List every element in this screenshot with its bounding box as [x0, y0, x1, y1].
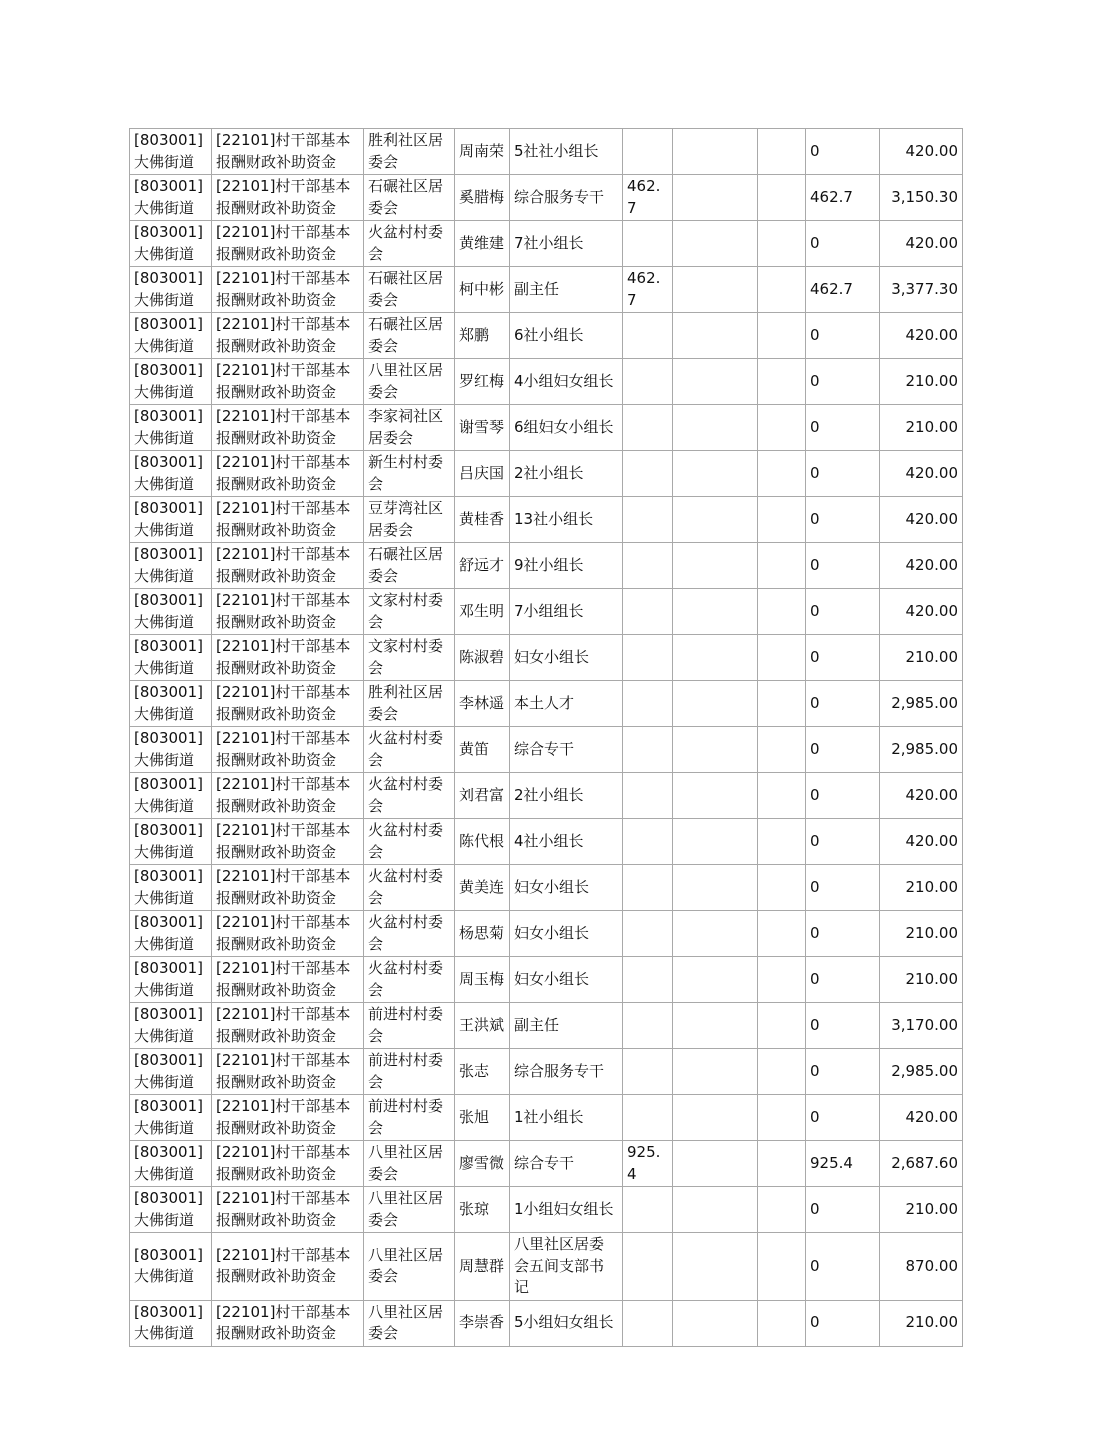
value-2-cell	[673, 1003, 758, 1049]
committee-cell: 胜利社区居委会	[364, 681, 455, 727]
value-1-cell	[623, 451, 673, 497]
value-3-cell	[758, 727, 806, 773]
name-cell: 张琼	[455, 1187, 510, 1233]
value-1-cell	[623, 313, 673, 359]
value-1-cell	[623, 405, 673, 451]
value-3-cell	[758, 911, 806, 957]
role-cell: 妇女小组长	[510, 635, 623, 681]
unit-cell: [803001]大佛街道	[130, 911, 212, 957]
value-4-cell: 0	[806, 451, 880, 497]
value-1-cell	[623, 221, 673, 267]
committee-cell: 八里社区居委会	[364, 1300, 455, 1346]
value-3-cell	[758, 1300, 806, 1346]
committee-cell: 文家村村委会	[364, 589, 455, 635]
fund-cell: [22101]村干部基本报酬财政补助资金	[212, 911, 364, 957]
amount-cell: 420.00	[880, 589, 963, 635]
committee-cell: 前进村村委会	[364, 1003, 455, 1049]
value-4-cell: 0	[806, 1300, 880, 1346]
table-row	[130, 635, 963, 681]
table-row	[130, 1233, 963, 1301]
value-2-cell	[673, 313, 758, 359]
fund-cell: [22101]村干部基本报酬财政补助资金	[212, 1003, 364, 1049]
name-cell: 周玉梅	[455, 957, 510, 1003]
name-cell: 吕庆国	[455, 451, 510, 497]
name-cell: 舒远才	[455, 543, 510, 589]
fund-cell: [22101]村干部基本报酬财政补助资金	[212, 1095, 364, 1141]
name-cell: 张旭	[455, 1095, 510, 1141]
table-row	[130, 773, 963, 819]
unit-cell: [803001]大佛街道	[130, 1141, 212, 1187]
unit-cell: [803001]大佛街道	[130, 1300, 212, 1346]
role-cell: 综合专干	[510, 1141, 623, 1187]
value-1-cell: 462.7	[623, 267, 673, 313]
role-cell: 9社小组长	[510, 543, 623, 589]
committee-cell: 火盆村村委会	[364, 865, 455, 911]
fund-cell: [22101]村干部基本报酬财政补助资金	[212, 267, 364, 313]
value-2-cell	[673, 1095, 758, 1141]
name-cell: 李崇香	[455, 1300, 510, 1346]
fund-cell: [22101]村干部基本报酬财政补助资金	[212, 727, 364, 773]
committee-cell: 石碾社区居委会	[364, 543, 455, 589]
committee-cell: 前进村村委会	[364, 1049, 455, 1095]
value-1-cell	[623, 359, 673, 405]
role-cell: 6组妇女小组长	[510, 405, 623, 451]
table-row	[130, 359, 963, 405]
value-4-cell: 0	[806, 129, 880, 175]
value-4-cell: 0	[806, 681, 880, 727]
table-row	[130, 1095, 963, 1141]
committee-cell: 胜利社区居委会	[364, 129, 455, 175]
committee-cell: 新生村村委会	[364, 451, 455, 497]
value-1-cell	[623, 1049, 673, 1095]
value-3-cell	[758, 957, 806, 1003]
value-3-cell	[758, 1003, 806, 1049]
value-3-cell	[758, 1141, 806, 1187]
value-2-cell	[673, 773, 758, 819]
unit-cell: [803001]大佛街道	[130, 681, 212, 727]
value-1-cell	[623, 773, 673, 819]
value-3-cell	[758, 865, 806, 911]
value-3-cell	[758, 451, 806, 497]
value-3-cell	[758, 267, 806, 313]
value-4-cell: 0	[806, 405, 880, 451]
unit-cell: [803001]大佛街道	[130, 129, 212, 175]
table-row	[130, 957, 963, 1003]
fund-cell: [22101]村干部基本报酬财政补助资金	[212, 681, 364, 727]
role-cell: 妇女小组长	[510, 865, 623, 911]
value-3-cell	[758, 497, 806, 543]
table-row	[130, 313, 963, 359]
amount-cell: 420.00	[880, 129, 963, 175]
value-4-cell: 462.7	[806, 175, 880, 221]
fund-cell: [22101]村干部基本报酬财政补助资金	[212, 129, 364, 175]
role-cell: 2社小组长	[510, 773, 623, 819]
value-1-cell	[623, 911, 673, 957]
value-2-cell	[673, 359, 758, 405]
value-4-cell: 0	[806, 543, 880, 589]
table-body	[130, 129, 963, 1347]
value-3-cell	[758, 175, 806, 221]
value-4-cell: 0	[806, 1095, 880, 1141]
table-row	[130, 267, 963, 313]
amount-cell: 3,377.30	[880, 267, 963, 313]
unit-cell: [803001]大佛街道	[130, 1003, 212, 1049]
unit-cell: [803001]大佛街道	[130, 773, 212, 819]
role-cell: 副主任	[510, 1003, 623, 1049]
value-3-cell	[758, 543, 806, 589]
unit-cell: [803001]大佛街道	[130, 267, 212, 313]
role-cell: 1社小组长	[510, 1095, 623, 1141]
amount-cell: 3,170.00	[880, 1003, 963, 1049]
value-4-cell: 0	[806, 359, 880, 405]
amount-cell: 420.00	[880, 451, 963, 497]
value-1-cell: 925.4	[623, 1141, 673, 1187]
name-cell: 周慧群	[455, 1233, 510, 1301]
committee-cell: 八里社区居委会	[364, 359, 455, 405]
value-2-cell	[673, 451, 758, 497]
table-row	[130, 1187, 963, 1233]
unit-cell: [803001]大佛街道	[130, 1233, 212, 1301]
name-cell: 黄美连	[455, 865, 510, 911]
fund-cell: [22101]村干部基本报酬财政补助资金	[212, 1300, 364, 1346]
unit-cell: [803001]大佛街道	[130, 589, 212, 635]
value-1-cell	[623, 865, 673, 911]
role-cell: 2社小组长	[510, 451, 623, 497]
fund-cell: [22101]村干部基本报酬财政补助资金	[212, 313, 364, 359]
committee-cell: 火盆村村委会	[364, 221, 455, 267]
name-cell: 柯中彬	[455, 267, 510, 313]
fund-cell: [22101]村干部基本报酬财政补助资金	[212, 1141, 364, 1187]
amount-cell: 210.00	[880, 957, 963, 1003]
value-2-cell	[673, 819, 758, 865]
role-cell: 综合服务专干	[510, 175, 623, 221]
value-4-cell: 0	[806, 1003, 880, 1049]
value-4-cell: 0	[806, 497, 880, 543]
value-3-cell	[758, 359, 806, 405]
committee-cell: 火盆村村委会	[364, 727, 455, 773]
value-4-cell: 0	[806, 865, 880, 911]
value-3-cell	[758, 1187, 806, 1233]
committee-cell: 文家村村委会	[364, 635, 455, 681]
value-4-cell: 0	[806, 773, 880, 819]
role-cell: 7社小组长	[510, 221, 623, 267]
value-3-cell	[758, 773, 806, 819]
fund-cell: [22101]村干部基本报酬财政补助资金	[212, 635, 364, 681]
value-3-cell	[758, 1049, 806, 1095]
name-cell: 黄笛	[455, 727, 510, 773]
amount-cell: 420.00	[880, 497, 963, 543]
committee-cell: 豆芽湾社区居委会	[364, 497, 455, 543]
value-3-cell	[758, 1233, 806, 1301]
value-2-cell	[673, 681, 758, 727]
value-2-cell	[673, 1049, 758, 1095]
fund-cell: [22101]村干部基本报酬财政补助资金	[212, 497, 364, 543]
amount-cell: 2,985.00	[880, 681, 963, 727]
committee-cell: 火盆村村委会	[364, 819, 455, 865]
table-row	[130, 405, 963, 451]
value-2-cell	[673, 589, 758, 635]
fund-cell: [22101]村干部基本报酬财政补助资金	[212, 543, 364, 589]
amount-cell: 210.00	[880, 1187, 963, 1233]
value-3-cell	[758, 681, 806, 727]
name-cell: 张志	[455, 1049, 510, 1095]
value-4-cell: 925.4	[806, 1141, 880, 1187]
name-cell: 陈代根	[455, 819, 510, 865]
value-2-cell	[673, 543, 758, 589]
table-row	[130, 129, 963, 175]
value-1-cell	[623, 1187, 673, 1233]
value-2-cell	[673, 267, 758, 313]
name-cell: 奚腊梅	[455, 175, 510, 221]
role-cell: 妇女小组长	[510, 911, 623, 957]
fund-cell: [22101]村干部基本报酬财政补助资金	[212, 819, 364, 865]
value-1-cell	[623, 129, 673, 175]
fund-cell: [22101]村干部基本报酬财政补助资金	[212, 451, 364, 497]
value-3-cell	[758, 405, 806, 451]
unit-cell: [803001]大佛街道	[130, 313, 212, 359]
value-2-cell	[673, 865, 758, 911]
table-row	[130, 175, 963, 221]
role-cell: 4社小组长	[510, 819, 623, 865]
fund-cell: [22101]村干部基本报酬财政补助资金	[212, 865, 364, 911]
committee-cell: 火盆村村委会	[364, 957, 455, 1003]
committee-cell: 八里社区居委会	[364, 1187, 455, 1233]
committee-cell: 火盆村村委会	[364, 911, 455, 957]
unit-cell: [803001]大佛街道	[130, 543, 212, 589]
name-cell: 黄维建	[455, 221, 510, 267]
value-2-cell	[673, 635, 758, 681]
value-1-cell	[623, 1095, 673, 1141]
value-3-cell	[758, 589, 806, 635]
value-4-cell: 0	[806, 635, 880, 681]
value-3-cell	[758, 129, 806, 175]
unit-cell: [803001]大佛街道	[130, 635, 212, 681]
table-row	[130, 589, 963, 635]
name-cell: 谢雪琴	[455, 405, 510, 451]
role-cell: 4小组妇女组长	[510, 359, 623, 405]
name-cell: 刘君富	[455, 773, 510, 819]
amount-cell: 420.00	[880, 313, 963, 359]
value-4-cell: 0	[806, 727, 880, 773]
unit-cell: [803001]大佛街道	[130, 175, 212, 221]
fund-cell: [22101]村干部基本报酬财政补助资金	[212, 589, 364, 635]
fund-cell: [22101]村干部基本报酬财政补助资金	[212, 1233, 364, 1301]
table-row	[130, 451, 963, 497]
committee-cell: 八里社区居委会	[364, 1233, 455, 1301]
role-cell: 综合专干	[510, 727, 623, 773]
value-4-cell: 0	[806, 1233, 880, 1301]
table-row	[130, 681, 963, 727]
value-2-cell	[673, 957, 758, 1003]
amount-cell: 420.00	[880, 773, 963, 819]
role-cell: 1小组妇女组长	[510, 1187, 623, 1233]
amount-cell: 420.00	[880, 819, 963, 865]
amount-cell: 210.00	[880, 359, 963, 405]
value-3-cell	[758, 313, 806, 359]
value-1-cell	[623, 1300, 673, 1346]
value-1-cell	[623, 1233, 673, 1301]
table-row	[130, 911, 963, 957]
amount-cell: 420.00	[880, 543, 963, 589]
unit-cell: [803001]大佛街道	[130, 819, 212, 865]
amount-cell: 420.00	[880, 1095, 963, 1141]
table-row	[130, 1003, 963, 1049]
role-cell: 7小组组长	[510, 589, 623, 635]
unit-cell: [803001]大佛街道	[130, 957, 212, 1003]
value-2-cell	[673, 1187, 758, 1233]
amount-cell: 210.00	[880, 865, 963, 911]
fund-cell: [22101]村干部基本报酬财政补助资金	[212, 1187, 364, 1233]
value-2-cell	[673, 727, 758, 773]
unit-cell: [803001]大佛街道	[130, 405, 212, 451]
fund-cell: [22101]村干部基本报酬财政补助资金	[212, 359, 364, 405]
table-row	[130, 543, 963, 589]
unit-cell: [803001]大佛街道	[130, 359, 212, 405]
value-4-cell: 0	[806, 957, 880, 1003]
committee-cell: 八里社区居委会	[364, 1141, 455, 1187]
role-cell: 综合服务专干	[510, 1049, 623, 1095]
role-cell: 八里社区居委会五间支部书记	[510, 1233, 623, 1301]
name-cell: 罗红梅	[455, 359, 510, 405]
amount-cell: 2,687.60	[880, 1141, 963, 1187]
fund-cell: [22101]村干部基本报酬财政补助资金	[212, 221, 364, 267]
unit-cell: [803001]大佛街道	[130, 1095, 212, 1141]
role-cell: 本土人才	[510, 681, 623, 727]
role-cell: 副主任	[510, 267, 623, 313]
value-2-cell	[673, 129, 758, 175]
value-2-cell	[673, 1141, 758, 1187]
value-1-cell	[623, 543, 673, 589]
value-1-cell	[623, 497, 673, 543]
unit-cell: [803001]大佛街道	[130, 497, 212, 543]
fund-cell: [22101]村干部基本报酬财政补助资金	[212, 957, 364, 1003]
table-row	[130, 221, 963, 267]
table-row	[130, 497, 963, 543]
value-2-cell	[673, 221, 758, 267]
value-2-cell	[673, 1300, 758, 1346]
value-4-cell: 0	[806, 911, 880, 957]
amount-cell: 870.00	[880, 1233, 963, 1301]
name-cell: 李林遥	[455, 681, 510, 727]
unit-cell: [803001]大佛街道	[130, 1187, 212, 1233]
role-cell: 妇女小组长	[510, 957, 623, 1003]
unit-cell: [803001]大佛街道	[130, 221, 212, 267]
fund-cell: [22101]村干部基本报酬财政补助资金	[212, 405, 364, 451]
value-4-cell: 0	[806, 1187, 880, 1233]
role-cell: 6社小组长	[510, 313, 623, 359]
name-cell: 王洪斌	[455, 1003, 510, 1049]
table-row	[130, 1141, 963, 1187]
subsidy-table	[129, 128, 963, 1347]
committee-cell: 石碾社区居委会	[364, 267, 455, 313]
name-cell: 周南荣	[455, 129, 510, 175]
unit-cell: [803001]大佛街道	[130, 451, 212, 497]
committee-cell: 李家祠社区居委会	[364, 405, 455, 451]
value-1-cell	[623, 635, 673, 681]
value-4-cell: 0	[806, 1049, 880, 1095]
name-cell: 黄桂香	[455, 497, 510, 543]
value-4-cell: 0	[806, 819, 880, 865]
name-cell: 廖雪微	[455, 1141, 510, 1187]
table-row	[130, 1300, 963, 1346]
value-1-cell	[623, 819, 673, 865]
role-cell: 13社小组长	[510, 497, 623, 543]
value-1-cell	[623, 1003, 673, 1049]
value-2-cell	[673, 175, 758, 221]
value-1-cell	[623, 589, 673, 635]
role-cell: 5社社小组长	[510, 129, 623, 175]
name-cell: 郑鹏	[455, 313, 510, 359]
amount-cell: 210.00	[880, 405, 963, 451]
name-cell: 杨思菊	[455, 911, 510, 957]
unit-cell: [803001]大佛街道	[130, 1049, 212, 1095]
value-3-cell	[758, 635, 806, 681]
value-4-cell: 0	[806, 221, 880, 267]
fund-cell: [22101]村干部基本报酬财政补助资金	[212, 773, 364, 819]
unit-cell: [803001]大佛街道	[130, 727, 212, 773]
value-3-cell	[758, 819, 806, 865]
value-1-cell	[623, 681, 673, 727]
value-1-cell	[623, 727, 673, 773]
value-4-cell: 462.7	[806, 267, 880, 313]
value-2-cell	[673, 497, 758, 543]
amount-cell: 210.00	[880, 1300, 963, 1346]
fund-cell: [22101]村干部基本报酬财政补助资金	[212, 175, 364, 221]
amount-cell: 210.00	[880, 635, 963, 681]
amount-cell: 2,985.00	[880, 1049, 963, 1095]
value-4-cell: 0	[806, 589, 880, 635]
committee-cell: 石碾社区居委会	[364, 313, 455, 359]
committee-cell: 石碾社区居委会	[364, 175, 455, 221]
name-cell: 陈淑碧	[455, 635, 510, 681]
value-1-cell	[623, 957, 673, 1003]
committee-cell: 前进村村委会	[364, 1095, 455, 1141]
role-cell: 5小组妇女组长	[510, 1300, 623, 1346]
table-row	[130, 819, 963, 865]
value-2-cell	[673, 405, 758, 451]
value-1-cell: 462.7	[623, 175, 673, 221]
amount-cell: 2,985.00	[880, 727, 963, 773]
amount-cell: 210.00	[880, 911, 963, 957]
unit-cell: [803001]大佛街道	[130, 865, 212, 911]
value-2-cell	[673, 1233, 758, 1301]
committee-cell: 火盆村村委会	[364, 773, 455, 819]
amount-cell: 3,150.30	[880, 175, 963, 221]
value-4-cell: 0	[806, 313, 880, 359]
fund-cell: [22101]村干部基本报酬财政补助资金	[212, 1049, 364, 1095]
value-3-cell	[758, 221, 806, 267]
table-row	[130, 727, 963, 773]
value-3-cell	[758, 1095, 806, 1141]
value-2-cell	[673, 911, 758, 957]
amount-cell: 420.00	[880, 221, 963, 267]
table-row	[130, 865, 963, 911]
table-row	[130, 1049, 963, 1095]
name-cell: 邓生明	[455, 589, 510, 635]
